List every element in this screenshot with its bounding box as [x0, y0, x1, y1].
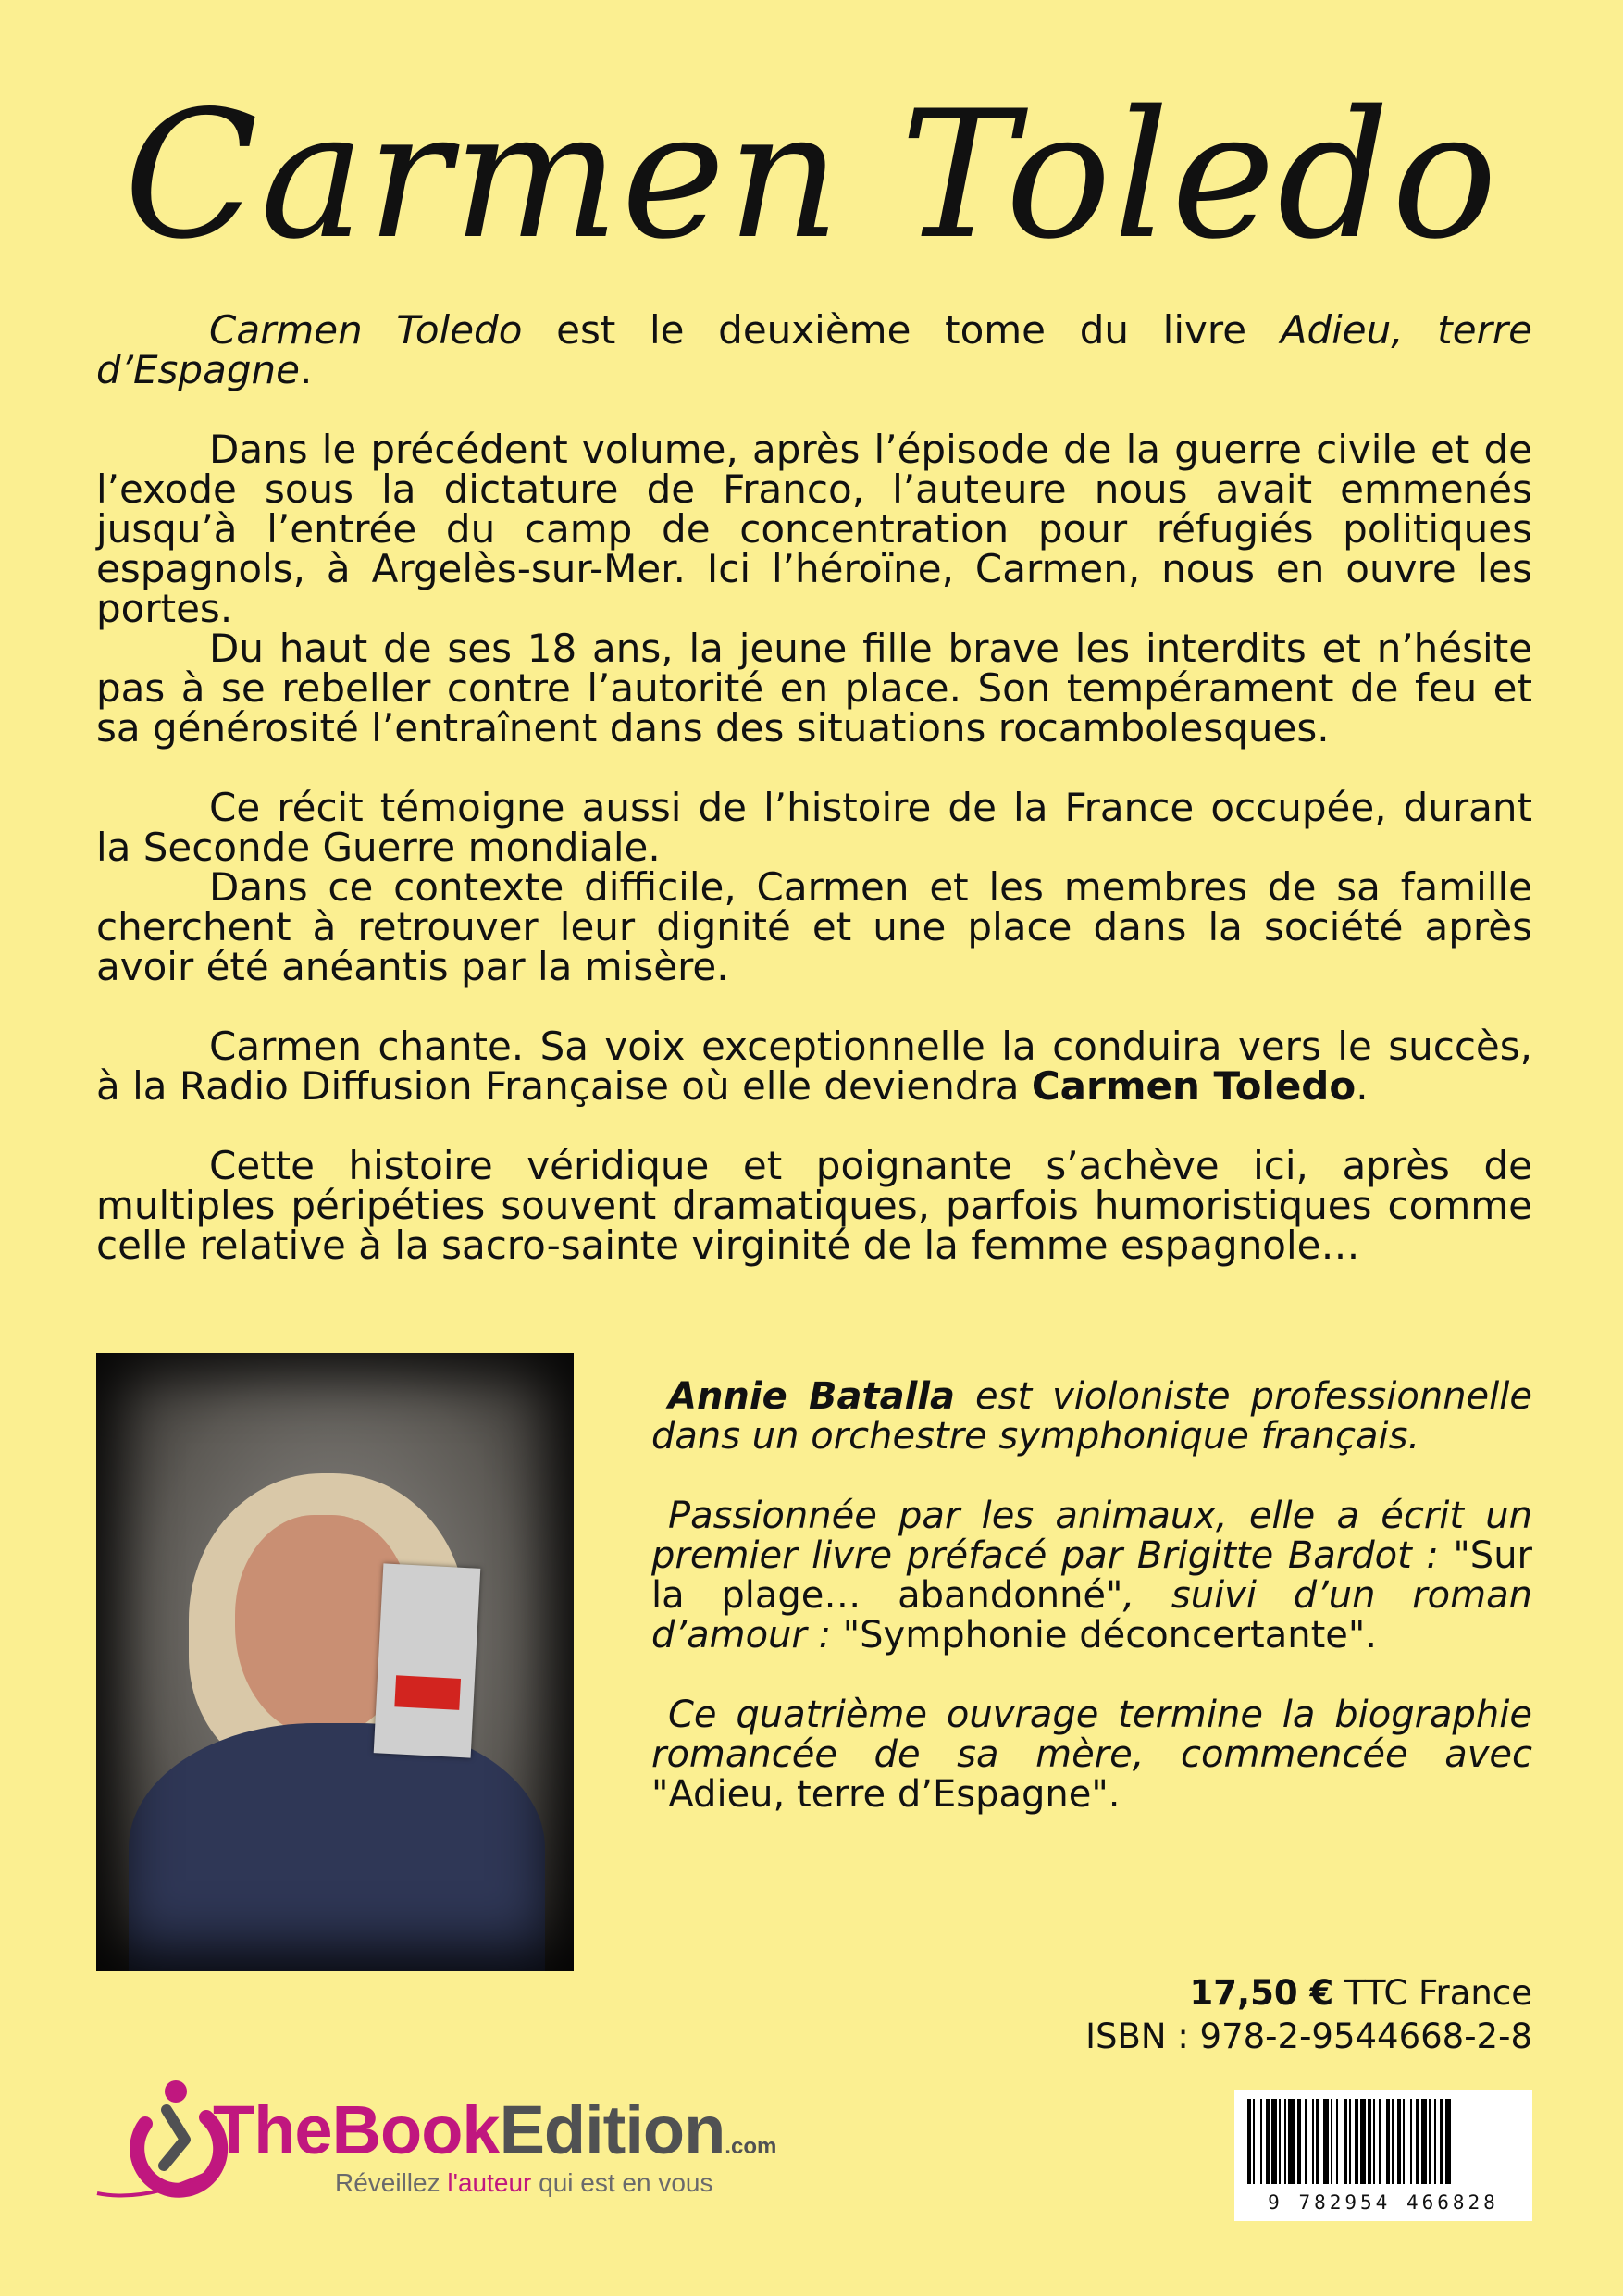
summary-paragraph-5: Dans ce contexte difficile, Carmen et les membres de sa famille cherchent à retrouver leur dignité et une place dans la société après avoir été anéantis par la misère.	[96, 864, 1532, 989]
summary-text-run: .	[299, 347, 313, 392]
author-paragraph-1	[651, 1377, 1532, 1457]
logo-word-edition: Edition	[499, 2091, 725, 2168]
barcode-bar	[1344, 2099, 1347, 2191]
tagline-run: Réveillez	[335, 2168, 448, 2197]
author-bio	[651, 1377, 1532, 1815]
barcode-bar	[1386, 2099, 1390, 2191]
barcode-bar	[1284, 2099, 1286, 2191]
logo-word-com: .com	[725, 2134, 777, 2159]
summary-paragraph-6	[96, 1024, 1532, 1109]
barcode-bar	[1323, 2099, 1329, 2191]
logo-head-dot	[165, 2080, 187, 2103]
logo-figure	[164, 2110, 185, 2166]
bold-title-reference: Carmen Toledo	[1031, 1063, 1357, 1109]
barcode-bar	[1379, 2099, 1381, 2191]
summary-paragraph-3: Du haut de ses 18 ans, la jeune fille brave les interdits et n’hésite pas à se rebeller contre l’autorité en place. Son tempérament de feu et sa générosité l’entraînent dans des situations rocambolesques.	[96, 626, 1532, 751]
publisher-wordmark	[213, 2091, 777, 2168]
barcode-bar	[1305, 2099, 1307, 2191]
author-text-run: Ce quatrième ouvrage termine la biographie romancée de sa mère, commencée avec	[651, 1694, 1532, 1776]
barcode-bar	[1297, 2099, 1301, 2191]
summary-paragraph-4: Ce récit témoigne aussi de l’histoire de la France occupée, durant la Seconde Guerre mondiale.	[96, 785, 1532, 870]
barcode-digits: 9 782954 466828	[1234, 2184, 1532, 2221]
summary-paragraph-1	[96, 307, 1532, 392]
barcode-bar	[1392, 2099, 1394, 2191]
barcode-bar	[1331, 2099, 1332, 2191]
barcode-bar	[1373, 2099, 1375, 2191]
price-amount: 17,50 €	[1189, 1973, 1334, 2013]
barcode-bar	[1288, 2099, 1295, 2191]
summary-text-run: .	[1356, 1063, 1369, 1109]
barcode-bar	[1403, 2099, 1405, 2191]
author-text-run: , suivi d’un roman d’amour :	[651, 1574, 1532, 1657]
author-photo	[96, 1353, 574, 1971]
barcode-bar	[1397, 2099, 1401, 2191]
book-title: Carmen Toledo	[123, 73, 1500, 278]
first-book-title: "Sur la plage… abandonné"	[651, 1534, 1532, 1617]
barcode-bar	[1421, 2099, 1427, 2191]
barcode-bar	[1266, 2099, 1270, 2191]
barcode-bar	[1429, 2099, 1431, 2191]
barcode-bar	[1260, 2099, 1262, 2191]
photo-vignette	[96, 1353, 574, 1971]
barcode-bar	[1410, 2099, 1412, 2191]
barcode-bar	[1440, 2099, 1443, 2191]
barcode-bar	[1416, 2099, 1419, 2191]
summary-paragraph-2: Dans le précédent volume, après l’épisode de la guerre civile et de l’exode sous la dictature de Franco, l’auteure nous avait emmenés jusqu’à l’entrée du camp de concentration pour réfugiés politiques espagnols, à Argelès-sur-Mer. Ici l’héroïne, Carmen, nous en ouvre les portes.	[96, 427, 1532, 631]
author-text-run: Passionnée par les animaux, elle a écrit un premier livre préfacé par Brigitte Bardot :	[651, 1495, 1532, 1577]
barcode-bar	[1271, 2099, 1277, 2191]
isbn: ISBN : 978-2-9544668-2-8	[1085, 2017, 1532, 2056]
barcode-bar	[1434, 2099, 1436, 2191]
publisher-tagline	[335, 2170, 712, 2196]
price-block	[1085, 1971, 1532, 2058]
book-reference: Adieu, terre d’Espagne	[96, 307, 1532, 392]
tagline-run: qui est en vous	[531, 2168, 713, 2197]
author-paragraph-2	[651, 1496, 1532, 1656]
summary-text	[96, 307, 1532, 1268]
price-line	[1085, 1971, 1532, 2015]
author-text-run: est violoniste professionnelle dans un orchestre symphonique français.	[651, 1375, 1532, 1458]
author-name: Annie Batalla	[668, 1375, 955, 1418]
barcode-bar	[1312, 2099, 1314, 2191]
summary-text-run: Carmen chante. Sa voix exceptionnelle la conduira vers le succès, à la Radio Diffusion Française où elle deviendra	[96, 1024, 1532, 1109]
logo-word-the: The	[213, 2091, 332, 2168]
author-paragraph-3	[651, 1695, 1532, 1815]
barcode-bar	[1279, 2099, 1281, 2191]
barcode-bar	[1316, 2099, 1319, 2191]
summary-text-run: est le deuxième tome du livre	[522, 307, 1281, 353]
summary-paragraph-7: Cette histoire véridique et poignante s’achève ici, après de multiples péripéties souvent dramatiques, parfois humoristiques comme celle relative à la sacro-sainte virginité de la femme espagnole…	[96, 1143, 1532, 1268]
title-reference: Carmen Toledo	[209, 307, 523, 353]
barcode-bar	[1360, 2099, 1366, 2191]
barcode-bar	[1368, 2099, 1371, 2191]
price-suffix: TTC France	[1333, 1973, 1532, 2013]
tagline-highlight: l'auteur	[447, 2168, 532, 2197]
logo-word-book: Book	[331, 2091, 500, 2168]
second-book-title: "Symphonie déconcertante".	[842, 1614, 1378, 1657]
first-volume-title: "Adieu, terre d’Espagne".	[651, 1773, 1121, 1816]
barcode-bar	[1336, 2099, 1338, 2191]
